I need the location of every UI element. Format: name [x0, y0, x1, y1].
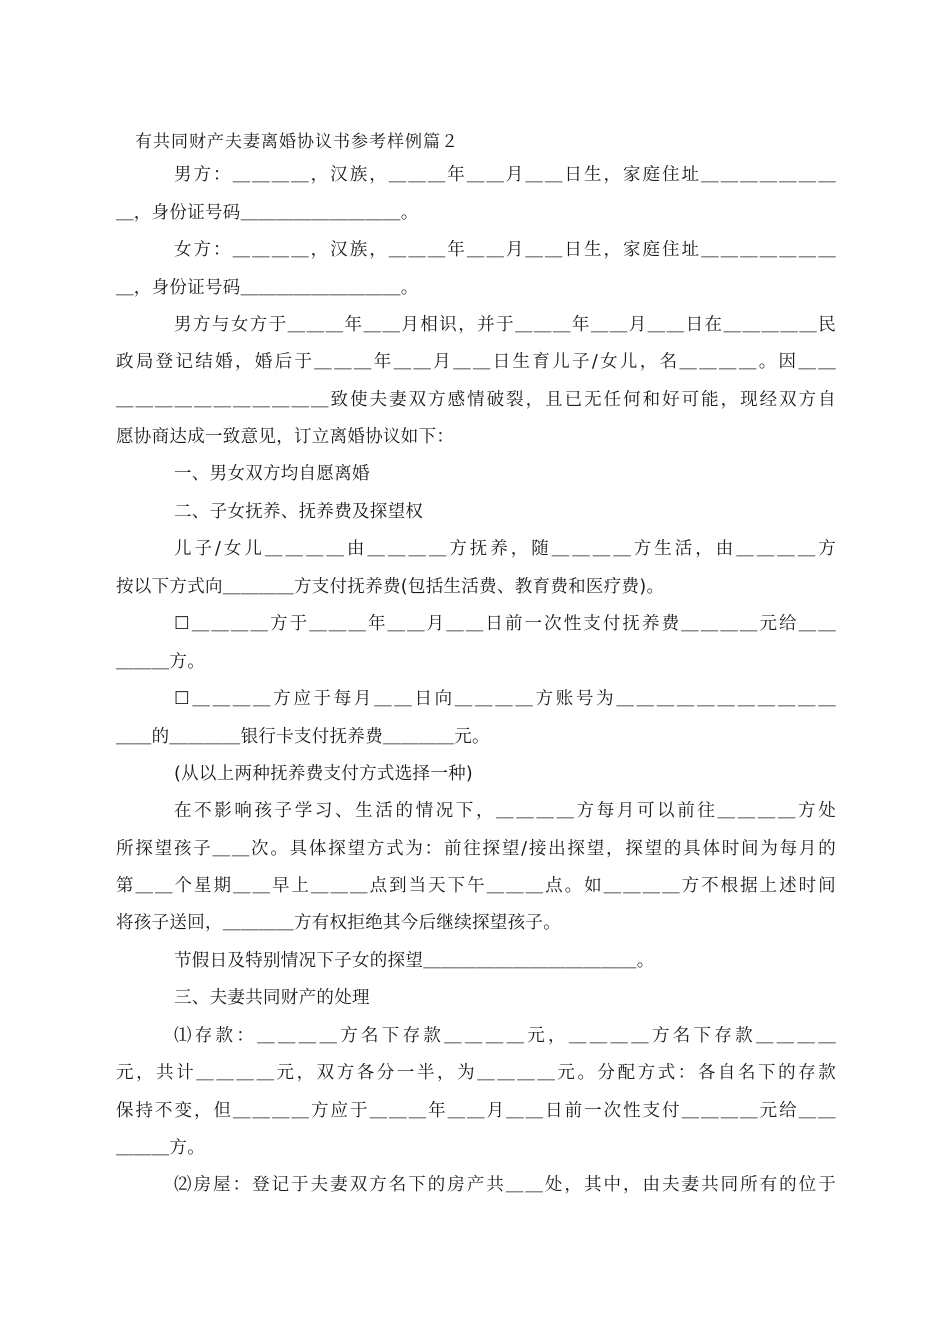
- paragraph-line: ＿＿＿方。: [116, 1138, 205, 1158]
- paragraph-line: 男方：＿＿＿＿，汉族，＿＿＿年＿＿月＿＿日生，家庭住址＿＿＿＿＿＿＿: [174, 165, 836, 185]
- checkbox-option-line: ☐＿＿＿＿方于＿＿＿年＿＿月＿＿日前一次性支付抚养费＿＿＿＿元给＿＿: [174, 614, 836, 634]
- document-title: 有共同财产夫妻离婚协议书参考样例篇２: [135, 132, 459, 152]
- paragraph-line: ＿，身份证号码＿＿＿＿＿＿＿＿＿。: [116, 278, 419, 298]
- section-heading: 三、夫妻共同财产的处理: [174, 988, 370, 1008]
- paragraph-line: 所探望孩子＿＿次。具体探望方式为：前往探望/接出探望，探望的具体时间为每月的: [116, 839, 836, 859]
- paragraph-line: 第＿＿个星期＿＿早上＿＿＿点到当天下午＿＿＿点。如＿＿＿＿方不根据上述时间: [116, 876, 836, 896]
- paragraph-line: 男方与女方于＿＿＿年＿＿月相识，并于＿＿＿年＿＿月＿＿日在＿＿＿＿＿民: [174, 315, 836, 335]
- paragraph-line: 节假日及特别情况下子女的探望＿＿＿＿＿＿＿＿＿＿＿＿。: [174, 951, 655, 971]
- paragraph-line: 政局登记结婚，婚后于＿＿＿年＿＿月＿＿日生育儿子/女儿，名＿＿＿＿。因＿＿: [116, 352, 836, 372]
- paragraph-line: ⑴存款：＿＿＿＿方名下存款＿＿＿＿元，＿＿＿＿方名下存款＿＿＿＿: [174, 1026, 836, 1046]
- section-heading: 二、子女抚养、抚养费及探望权: [174, 502, 424, 522]
- paragraph-line: ＿，身份证号码＿＿＿＿＿＿＿＿＿。: [116, 203, 419, 223]
- paragraph-line: 元，共计＿＿＿＿元，双方各分一半，为＿＿＿＿元。分配方式：各自名下的存款: [116, 1063, 836, 1083]
- paragraph-line: ＿＿的＿＿＿＿银行卡支付抚养费＿＿＿＿元。: [116, 727, 490, 747]
- paragraph-line: ⑵房屋：登记于夫妻双方名下的房产共＿＿处，其中，由夫妻共同所有的位于: [174, 1175, 836, 1195]
- paragraph-line: ＿＿＿方。: [116, 652, 205, 672]
- checkbox-option-line: ☐＿＿＿＿方应于每月＿＿日向＿＿＿＿方账号为＿＿＿＿＿＿＿＿＿＿＿: [174, 689, 836, 709]
- paragraph-line: 女方：＿＿＿＿，汉族，＿＿＿年＿＿月＿＿日生，家庭住址＿＿＿＿＿＿＿: [174, 240, 836, 260]
- paragraph-line: 愿协商达成一致意见，订立离婚协议如下：: [116, 427, 455, 447]
- paragraph-line: 保持不变，但＿＿＿＿方应于＿＿＿年＿＿月＿＿日前一次性支付＿＿＿＿元给＿＿: [116, 1101, 836, 1121]
- paragraph-line: 在不影响孩子学习、生活的情况下，＿＿＿＿方每月可以前往＿＿＿＿方处: [174, 801, 836, 821]
- paragraph-line: ＿＿＿＿＿＿＿＿＿＿＿致使夫妻双方感情破裂，且已无任何和好可能，现经双方自: [116, 390, 836, 410]
- paragraph-line: (从以上两种抚养费支付方式选择一种): [174, 764, 474, 784]
- paragraph-line: 儿子/女儿＿＿＿＿由＿＿＿＿方抚养，随＿＿＿＿方生活，由＿＿＿＿方: [174, 539, 836, 559]
- section-heading: 一、男女双方均自愿离婚: [174, 464, 370, 484]
- paragraph-line: 按以下方式向＿＿＿＿方支付抚养费(包括生活费、教育费和医疗费)。: [116, 577, 665, 597]
- paragraph-line: 将孩子送回，＿＿＿＿方有权拒绝其今后继续探望孩子。: [116, 913, 561, 933]
